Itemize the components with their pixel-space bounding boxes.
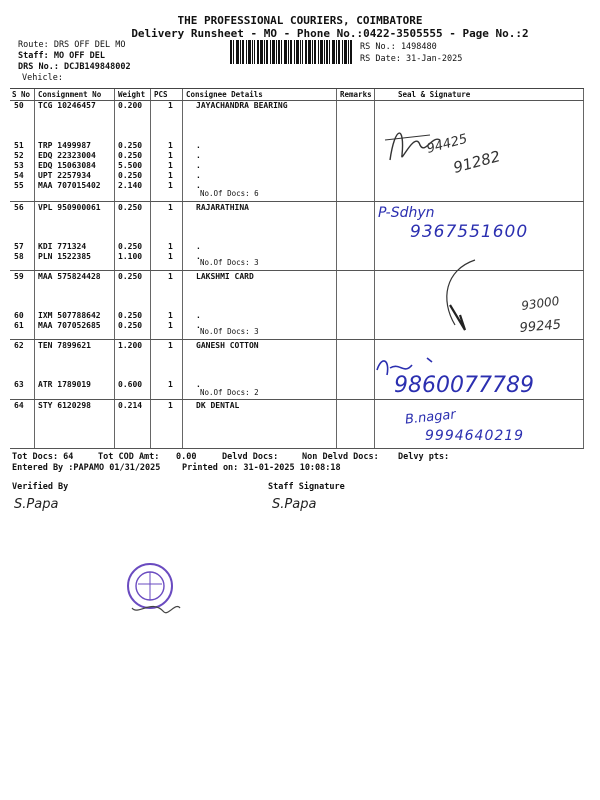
row-consignee: . xyxy=(196,380,201,389)
row-sno: 60 xyxy=(14,311,24,320)
row-sno: 64 xyxy=(14,401,24,410)
row-pcs: 1 xyxy=(168,401,173,410)
row-pcs: 1 xyxy=(168,151,173,160)
rs-date: RS Date: 31-Jan-2025 xyxy=(360,54,463,64)
signature-phone-a: 94425 xyxy=(425,131,469,157)
row-sno: 50 xyxy=(14,101,24,110)
signature-name: B.nagar xyxy=(404,407,457,428)
row-weight: 0.250 xyxy=(118,141,143,150)
row-pcs: 1 xyxy=(168,272,173,281)
vehicle-label: Vehicle: xyxy=(22,73,63,83)
row-sno: 55 xyxy=(14,181,24,190)
row-pcs: 1 xyxy=(168,141,173,150)
row-consignment-no: KDI 771324 xyxy=(38,242,87,251)
group-rule xyxy=(10,399,584,400)
row-consignment-no: TEN 7899621 xyxy=(38,341,91,350)
signature-phone: 9994640219 xyxy=(425,428,525,444)
row-pcs: 1 xyxy=(168,252,173,261)
row-consignee: . xyxy=(196,141,201,150)
signature-name: P-Sdhyn xyxy=(378,205,435,221)
row-consignment-no: TRP 1499987 xyxy=(38,141,91,150)
row-sno: 58 xyxy=(14,252,24,261)
row-consignee: RAJARATHINA xyxy=(196,203,249,212)
col-divider xyxy=(336,89,337,449)
entered-by: Entered By :PAPAMO 01/31/2025 xyxy=(12,463,161,473)
row-consignee: GANESH COTTON xyxy=(196,341,259,350)
col-pcs: PCS xyxy=(154,90,168,99)
row-consignee: . xyxy=(196,321,201,330)
row-pcs: 1 xyxy=(168,380,173,389)
col-weight: Weight xyxy=(118,90,146,99)
row-weight: 1.100 xyxy=(118,252,143,261)
row-consignment-no: ATR 1789019 xyxy=(38,380,91,389)
rs-number: RS No.: 1498480 xyxy=(360,42,437,52)
col-seal-signature: Seal & Signature xyxy=(398,90,471,99)
row-weight: 0.250 xyxy=(118,242,143,251)
row-pcs: 1 xyxy=(168,101,173,110)
row-pcs: 1 xyxy=(168,321,173,330)
row-weight: 0.600 xyxy=(118,380,143,389)
printed-on: Printed on: 31-01-2025 10:08:18 xyxy=(182,463,341,473)
row-weight: 1.200 xyxy=(118,341,143,350)
stamp-seal xyxy=(118,558,188,618)
row-consignment-no: EDQ 22323004 xyxy=(38,151,96,160)
drs-number: DRS No.: DCJB149848002 xyxy=(18,62,131,72)
row-sno: 51 xyxy=(14,141,24,150)
company-title: THE PROFESSIONAL COURIERS, COIMBATORE xyxy=(177,14,423,27)
col-remarks: Remarks xyxy=(340,90,372,99)
row-consignment-no: TCG 10246457 xyxy=(38,101,96,110)
col-consignee: Consignee Details xyxy=(186,90,263,99)
signature-phone-a: 93000 xyxy=(520,293,561,313)
header-rule xyxy=(10,100,584,101)
staff-label: Staff: MO OFF DEL xyxy=(18,51,105,61)
row-consignee: . xyxy=(196,252,201,261)
row-weight: 0.250 xyxy=(118,272,143,281)
row-consignment-no: EDQ 15063084 xyxy=(38,161,96,170)
row-sno: 52 xyxy=(14,151,24,160)
row-sno: 54 xyxy=(14,171,24,180)
row-weight: 0.200 xyxy=(118,101,143,110)
row-weight: 0.214 xyxy=(118,401,143,410)
group-doc-count: No.Of Docs: 3 xyxy=(200,327,259,336)
signature-phone-b: 91282 xyxy=(451,147,503,177)
row-consignee: . xyxy=(196,311,201,320)
row-consignment-no: MAA 707015402 xyxy=(38,181,101,190)
row-sno: 56 xyxy=(14,203,24,212)
signature-phone: 9860077789 xyxy=(394,373,534,398)
col-divider xyxy=(583,89,584,449)
col-divider xyxy=(114,89,115,449)
group-doc-count: No.Of Docs: 6 xyxy=(200,189,259,198)
row-consignment-no: UPT 2257934 xyxy=(38,171,91,180)
verified-by-label: Verified By xyxy=(12,482,69,492)
runsheet-table xyxy=(10,88,584,449)
row-consignee: JAYACHANDRA BEARING xyxy=(196,101,288,110)
total-cod-label: Tot COD Amt: xyxy=(98,452,160,462)
row-consignment-no: VPL 950900061 xyxy=(38,203,101,212)
col-divider xyxy=(34,89,35,449)
row-consignee: . xyxy=(196,151,201,160)
row-weight: 0.250 xyxy=(118,203,143,212)
col-divider xyxy=(374,89,375,449)
row-consignment-no: MAA 575824428 xyxy=(38,272,101,281)
row-sno: 63 xyxy=(14,380,24,389)
row-consignee: . xyxy=(196,181,201,190)
group-doc-count: No.Of Docs: 3 xyxy=(200,258,259,267)
col-divider xyxy=(182,89,183,449)
group-rule xyxy=(10,270,584,271)
total-docs: Tot Docs: 64 xyxy=(12,452,74,462)
row-pcs: 1 xyxy=(168,311,173,320)
col-divider xyxy=(150,89,151,449)
row-weight: 5.500 xyxy=(118,161,143,170)
col-consignment: Consignment No xyxy=(38,90,102,99)
row-consignee: DK DENTAL xyxy=(196,401,240,410)
row-pcs: 1 xyxy=(168,242,173,251)
row-consignment-no: PLN 1522385 xyxy=(38,252,91,261)
staff-signature: S.Papa xyxy=(272,497,317,512)
row-consignment-no: STY 6120298 xyxy=(38,401,91,410)
row-consignee: . xyxy=(196,161,201,170)
row-consignment-no: MAA 707052685 xyxy=(38,321,101,330)
row-weight: 0.250 xyxy=(118,151,143,160)
row-sno: 62 xyxy=(14,341,24,350)
row-pcs: 1 xyxy=(168,161,173,170)
row-pcs: 1 xyxy=(168,203,173,212)
row-weight: 0.250 xyxy=(118,171,143,180)
row-pcs: 1 xyxy=(168,171,173,180)
row-consignee: LAKSHMI CARD xyxy=(196,272,254,281)
row-sno: 61 xyxy=(14,321,24,330)
group-rule xyxy=(10,339,584,340)
signature-phone-b: 99245 xyxy=(519,317,562,336)
table-bottom-rule xyxy=(10,448,584,449)
total-cod-value: 0.00 xyxy=(176,452,197,462)
group-doc-count: No.Of Docs: 2 xyxy=(200,388,259,397)
verified-by-signature: S.Papa xyxy=(14,497,59,512)
row-weight: 0.250 xyxy=(118,311,143,320)
row-sno: 59 xyxy=(14,272,24,281)
row-sno: 57 xyxy=(14,242,24,251)
barcode-image xyxy=(230,40,352,64)
non-delivered-docs-label: Non Delvd Docs: xyxy=(302,452,379,462)
group-rule xyxy=(10,201,584,202)
signature-phone: 9367551600 xyxy=(410,222,529,242)
row-weight: 0.250 xyxy=(118,321,143,330)
row-pcs: 1 xyxy=(168,181,173,190)
row-sno: 53 xyxy=(14,161,24,170)
row-weight: 2.140 xyxy=(118,181,143,190)
runsheet-subtitle: Delivery Runsheet - MO - Phone No.:0422-3505555 - Page No.:2 xyxy=(131,27,529,40)
row-pcs: 1 xyxy=(168,341,173,350)
row-consignment-no: IXM 507788642 xyxy=(38,311,101,320)
delivered-docs-label: Delvd Docs: xyxy=(222,452,279,462)
col-sno: S No xyxy=(12,90,31,99)
staff-signature-label: Staff Signature xyxy=(268,482,345,492)
route-label: Route: DRS OFF DEL MO xyxy=(18,40,126,50)
delivery-points-label: Delvy pts: xyxy=(398,452,450,462)
row-consignee: . xyxy=(196,242,201,251)
row-consignee: . xyxy=(196,171,201,180)
